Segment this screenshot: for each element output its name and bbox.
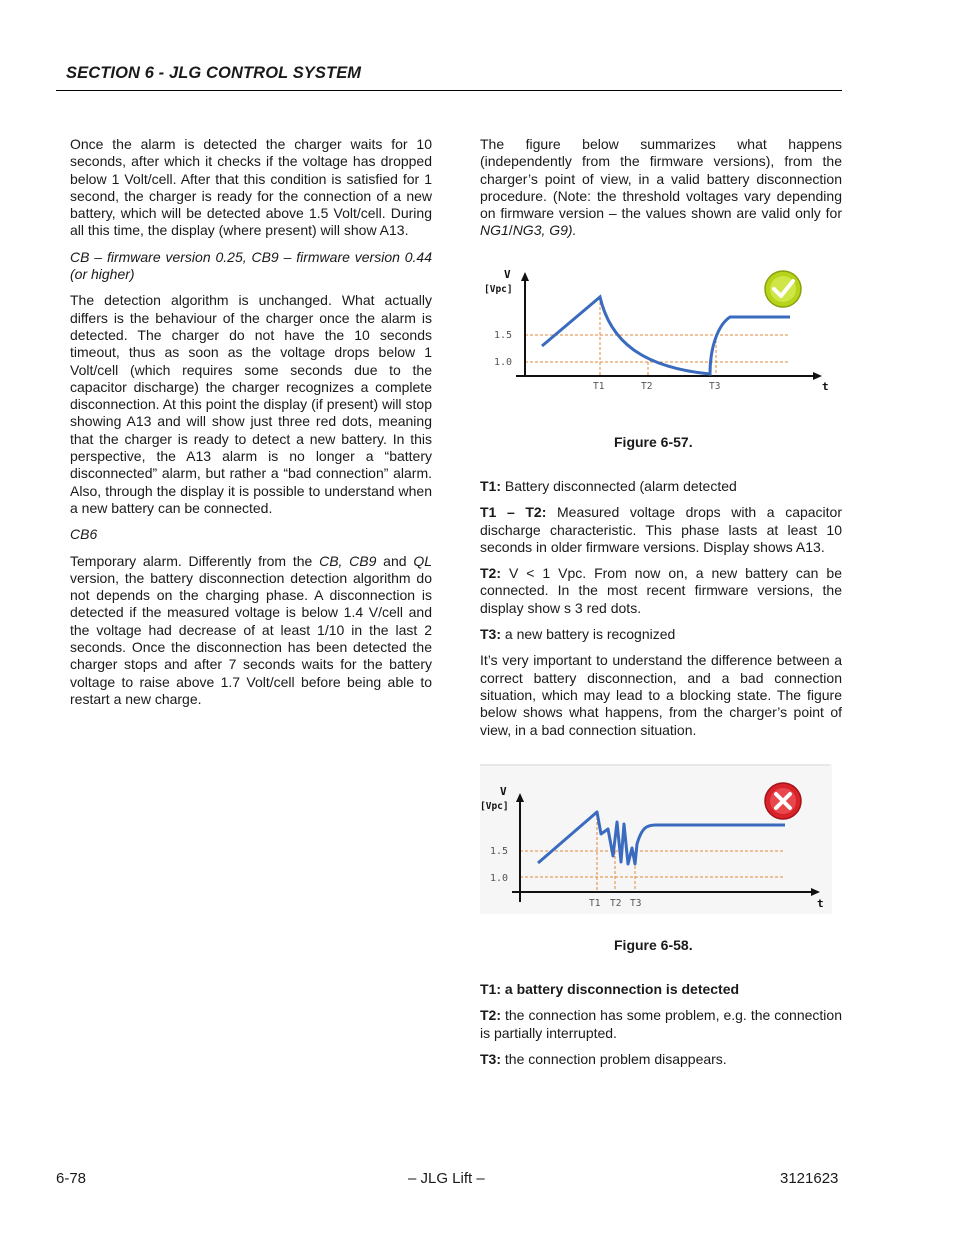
tick-t1: T1 xyxy=(589,898,601,909)
def-t1: T1: Battery disconnected (alarm detected xyxy=(480,478,737,494)
tick-1-0: 1.0 xyxy=(490,873,509,884)
figure-bad-connection xyxy=(480,764,832,914)
figure-6-58-caption: Figure 6-58. xyxy=(614,937,693,953)
y-axis-unit: [Vpc] xyxy=(484,284,513,295)
section-title: SECTION 6 - JLG CONTROL SYSTEM xyxy=(66,64,362,82)
y-axis-label: V xyxy=(504,268,511,281)
def-t3: T3: a new battery is recognized xyxy=(480,626,676,643)
def-t1-t2: T1 – T2: Measured voltage drops with a capacitor discharge characteristic. This phase lasts at least 10 seconds in older firmware versions. Display shows A13. xyxy=(480,504,843,555)
bad-def-t1: T1: a battery disconnection is detected xyxy=(480,981,740,997)
tick-t3: T3 xyxy=(630,898,642,909)
tick-1-5: 1.5 xyxy=(490,846,509,857)
tick-t3: T3 xyxy=(709,381,721,392)
bad-def-t2: T2: the connection has some problem, e.g. the connection is partially interrupted. xyxy=(480,1007,842,1041)
y-axis-arrow xyxy=(521,272,529,281)
def-t2: T2: V < 1 Vpc. From now on, a new battery can be connected. In the most recent firmware versions, the display show s 3 red dots. xyxy=(480,565,842,616)
cb6-subheading: CB6 xyxy=(70,526,98,543)
tick-t2: T2 xyxy=(641,381,653,392)
left-column xyxy=(70,136,432,717)
paragraph-cb6: Temporary alarm. Differently from the CB, CB9 and QL version, the battery disconnection detection algorithm do not depends on the charging phase. A disconnection is detected if the measured voltage is below 1.4 V/cell and the voltage had decrease of at least 1/10 in the last 2 seconds. Once the disconnection has been detected the charger stops and after 7 seconds waits for the battery voltage to raise above 1.7 Volt/cell before being able to restart a new charge. xyxy=(70,552,432,707)
tick-1-5: 1.5 xyxy=(494,330,513,341)
right-column-bad-definitions xyxy=(480,981,842,1077)
footer-brand: – JLG Lift – xyxy=(408,1170,485,1187)
document-number: 3121623 xyxy=(780,1170,839,1187)
cross-icon xyxy=(765,783,801,819)
figure-valid-disconnection-graph xyxy=(480,262,842,402)
paragraph-bad-connection: It’s very important to understand the difference between a correct battery disconnection, and a bad connection situation, which may lead to a blocking state. The figure below shows what happens, from the charger’s point of view, in a bad connection situation. xyxy=(480,652,842,738)
paragraph-detection-algorithm: The detection algorithm is unchanged. What actually differs is the behaviour of the charger once the alarm is detected. The charger do not have the 10 seconds timeout, thus as soon as the voltage drops below 1 Volt/cell (which requires some seconds due to the capacitor discharge) the charger recognizes a complete disconnection. At this point the display (if present) will stop showing A13 and will show just three red dots, meaning that the charger is ready to detect a new battery. In this perspective, the A13 alarm is no longer a “battery disconnected” alarm, but rather a “bad connection” alarm. Also, through the display it is possible to understand when a new battery can be connected. xyxy=(70,292,432,516)
firmware-subheading: CB – firmware version 0.25, CB9 – firmware version 0.44 (or higher) xyxy=(70,248,432,283)
figure-6-57-caption: Figure 6-57. xyxy=(614,434,693,450)
tick-1-0: 1.0 xyxy=(494,357,513,368)
x-axis-label: t xyxy=(822,380,829,393)
bad-def-t3: T3: the connection problem disappears. xyxy=(480,1050,727,1067)
tick-t1: T1 xyxy=(593,381,605,392)
paragraph-figure-intro: The figure below summarizes what happens (independently from the firmware versions), from the charger’s point of view, in a valid battery disconnection procedure. (Note: the threshold voltages vary depending on firmware version – the values shown are valid only for NG1/NG3, G9). xyxy=(480,136,842,239)
y-axis-unit: [Vpc] xyxy=(480,801,509,812)
tick-t2: T2 xyxy=(610,898,622,909)
page-number: 6-78 xyxy=(56,1170,87,1187)
x-axis-label: t xyxy=(817,897,824,910)
header-divider xyxy=(56,90,842,91)
paragraph-alarm-wait: Once the alarm is detected the charger waits for 10 seconds, after which it checks if the voltage has dropped below 1 Volt/cell. After that this condition is satisfied for 1 second, the charger is ready for the connection of a new battery, which will be detected above 1.5 Volt/cell. During all this time, the display (where present) will show A13. xyxy=(70,136,432,239)
right-column-definitions xyxy=(480,478,842,748)
check-icon xyxy=(765,271,801,307)
figure-bad-connection-graph xyxy=(480,764,832,914)
right-column-intro xyxy=(480,136,842,249)
y-axis-label: V xyxy=(500,785,507,798)
figure-valid-disconnection xyxy=(480,262,842,402)
x-axis-arrow xyxy=(813,372,822,380)
